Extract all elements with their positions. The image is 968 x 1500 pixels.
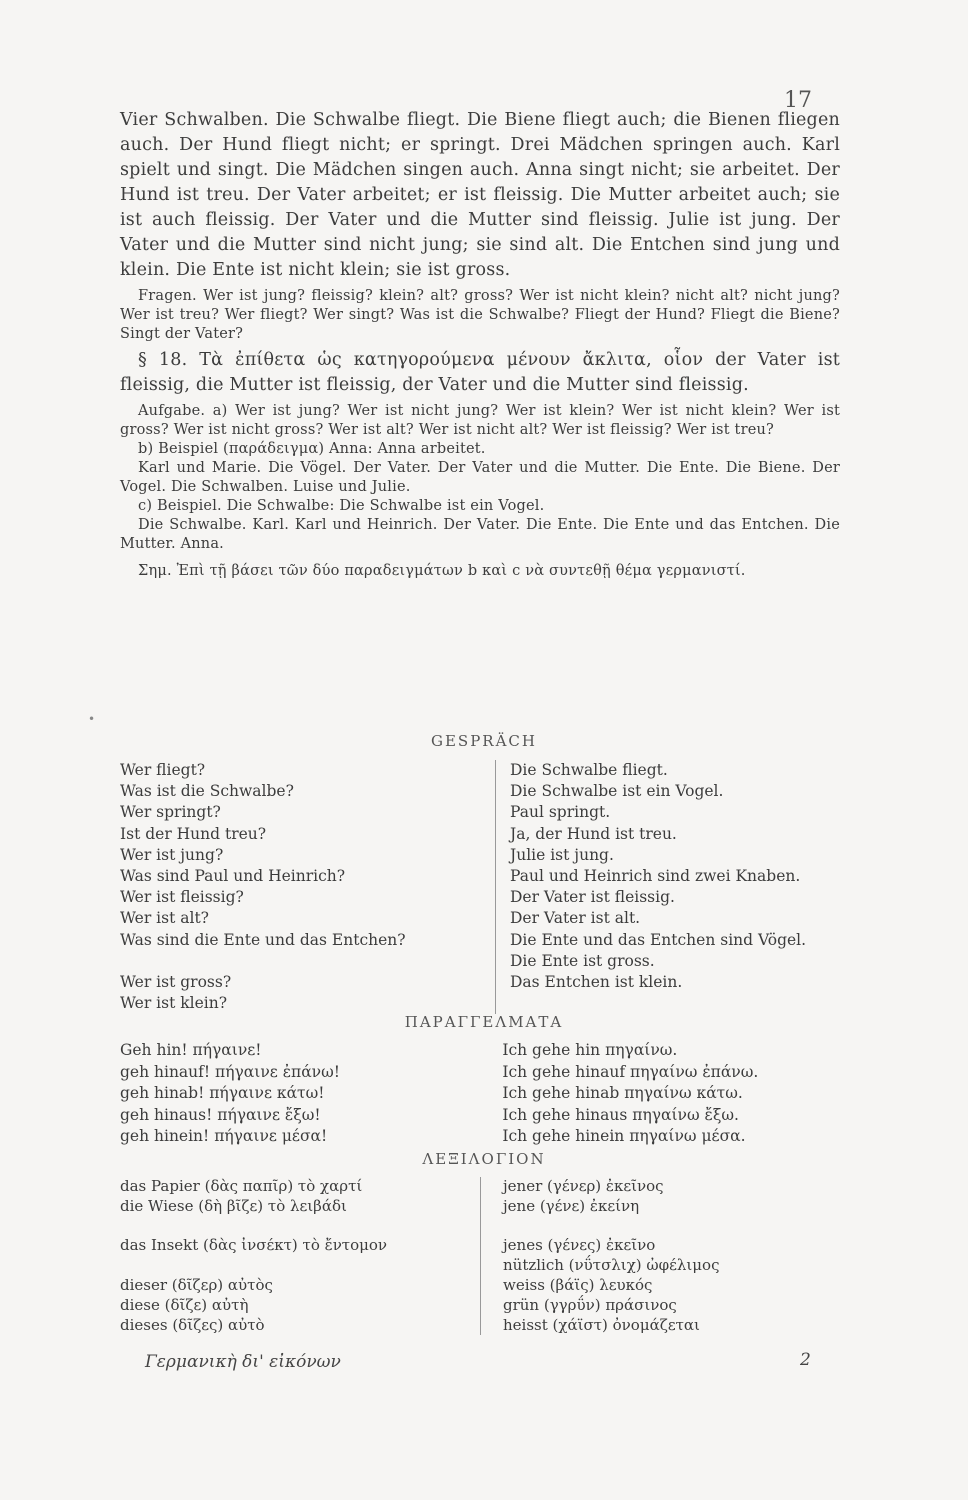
vocab-entry: heisst (χάϊστ) ὀνομάζεται [503, 1315, 700, 1334]
main-text [120, 108, 840, 581]
vocab-entry: die Wiese (δὴ βῖζε) τὸ λειβάδι [120, 1196, 347, 1215]
aufgabe-c-example: c) Beispiel. Die Schwalbe: Die Schwalbe ist ein Vogel. [138, 498, 545, 514]
question: Ist der Hund treu? [120, 824, 267, 843]
vocab-entry: dieser (δῖζερ) αὐτὸς [120, 1275, 273, 1294]
command: geh hinaus! πήγαινε ἔξω! [120, 1105, 321, 1124]
question: Wer ist fleissig? [120, 888, 244, 907]
question: Was sind die Ente und das Entchen? [120, 930, 406, 949]
answers-column [495, 760, 855, 1014]
command: Geh hin! πήγαινε! [120, 1041, 262, 1059]
question: Wer springt? [120, 803, 221, 822]
answer: Julie ist jung. [510, 845, 614, 864]
vocab-entry: jene (γένε) ἐκείνη [503, 1196, 640, 1215]
vocab-entry: diese (δῖζε) αὐτὴ [120, 1295, 249, 1314]
response: Ich gehe hinauf πηγαίνω ἐπάνω. [502, 1062, 759, 1081]
vocab-entry: jener (γένερ) ἐκεῖνος [503, 1177, 664, 1195]
answer: Ja, der Hund ist treu. [510, 824, 677, 843]
vocab-entry: weiss (βάϊς) λευκός [503, 1275, 653, 1294]
answer: Der Vater ist fleissig. [510, 888, 675, 907]
vocab-left-column [120, 1177, 480, 1335]
question [120, 951, 495, 972]
aufgabe-b-items: Karl und Marie. Die Vögel. Der Vater. Der Vater und die Mutter. Die Ente. Die Biene. Der Vogel. Die Schwalben. Luise und Julie. [120, 460, 840, 495]
vocab-entry: dieses (δῖζες) αὐτὸ [120, 1315, 265, 1334]
vocab-entry: grün (γγρΰν) πράσινος [503, 1295, 677, 1314]
command: geh hinab! πήγαινε κάτω! [120, 1084, 325, 1102]
question: Wer ist gross? [120, 973, 232, 992]
answer: Paul und Heinrich sind zwei Knaben. [510, 867, 801, 886]
question: Wer ist jung? [120, 845, 224, 864]
aufgabe-b-example: b) Beispiel (παράδειγμα) Anna: Anna arbeitet. [138, 441, 486, 457]
rule-paragraph: § 18. Τὰ ἐπίθετα ὡς κατηγορούμενα μένουν ἄκλιτα, οἷον der Vater ist fleissig, die Mutter ist fleissig, der Vater und die Mutter sind fleissig. [120, 350, 840, 395]
vocab-entry: das Papier (δὰς παπῖρ) τὸ χαρτί [120, 1177, 363, 1195]
answer: Die Schwalbe ist ein Vogel. [510, 782, 724, 801]
footer-book-title: Γερμανικὴ δι' εἰκόνων [145, 1352, 341, 1372]
response: Ich gehe hinab πηγαίνω κάτω. [502, 1084, 743, 1102]
command: geh hinauf! πήγαινε ἐπάνω! [120, 1062, 340, 1081]
aufgabe-a: Aufgabe. a) Wer ist jung? Wer ist nicht jung? Wer ist klein? Wer ist nicht klein? Wer ist gross? Wer ist nicht gross? Wer ist alt? Wer ist nicht alt? Wer ist fleissig? Wer ist treu? [120, 403, 840, 438]
responses-column [502, 1040, 840, 1148]
questions-column [120, 760, 495, 1014]
response: Ich gehe hinein πηγαίνω μέσα. [502, 1127, 746, 1145]
question: Was sind Paul und Heinrich? [120, 867, 346, 886]
question: Wer ist klein? [120, 994, 228, 1013]
lexilogion-table [120, 1177, 840, 1335]
reading-paragraph: Vier Schwalben. Die Schwalbe fliegt. Die Biene fliegt auch; die Bienen fliegen auch. Der Hund fliegt nicht; er springt. Drei Mädchen springen auch. Karl spielt und singt. Die Mädchen singen auch. Anna singt nicht; sie arbeitet. Der Hund ist treu. Der Vater arbeitet; er ist fleissig. Die Mutter arbeitet auch; sie ist auch fleissig. Der Vater und die Mutter sind fleissig. Julie ist jung. Der Vater und die Mutter sind nicht jung; sie sind alt. Die Entchen sind jung und klein. Die Ente ist nicht klein; sie ist gross. [120, 110, 840, 280]
answer: Paul springt. [510, 803, 611, 822]
question: Wer fliegt? [120, 761, 206, 779]
answer: Die Schwalbe fliegt. [510, 761, 668, 779]
note-paragraph: Σημ. Ἐπὶ τῇ βάσει τῶν δύο παραδειγμάτων b καὶ c νὰ συντεθῇ θέμα γερμανιστί. [138, 563, 746, 579]
gesprach-table [120, 760, 860, 1014]
lexilogion-title: ΛΕΞΙΛΟΓΙΟΝ [422, 1150, 546, 1168]
fragen-paragraph: Fragen. Wer ist jung? fleissig? klein? alt? gross? Wer ist nicht klein? nicht alt? nicht jung? Wer ist treu? Wer fliegt? Wer singt? Was ist die Schwalbe? Fliegt der Hund? Fliegt die Biene? Singt der Vater? [120, 288, 840, 342]
vocab-right-column [480, 1177, 840, 1335]
vocab-entry: nützlich (νΰτσλιχ) ὠφέλιμος [503, 1256, 720, 1275]
question: Was ist die Schwalbe? [120, 782, 294, 801]
vocab-entry: jenes (γένες) ἐκεῖνο [503, 1236, 656, 1255]
commands-column [120, 1040, 502, 1148]
aufgabe-c-items: Die Schwalbe. Karl. Karl und Heinrich. Der Vater. Die Ente. Die Ente und das Entchen. Die Mutter. Anna. [120, 517, 840, 552]
answer: Der Vater ist alt. [510, 909, 641, 928]
gesprach-title: GESPRÄCH [431, 732, 537, 750]
paraggelmata-title: ΠΑΡΑΓΓΕΛΜΑΤΑ [404, 1013, 564, 1031]
answer: Das Entchen ist klein. [510, 973, 683, 992]
margin-mark: • [88, 712, 96, 726]
answer: Die Ente und das Entchen sind Vögel. [510, 930, 807, 949]
page-number: 17 [784, 88, 812, 113]
response: Ich gehe hinaus πηγαίνω ἔξω. [502, 1105, 739, 1124]
vocab-entry: das Insekt (δὰς ἰνσέκτ) τὸ ἔντομον [120, 1236, 388, 1255]
response: Ich gehe hin πηγαίνω. [502, 1041, 678, 1059]
command: geh hinein! πήγαινε μέσα! [120, 1127, 328, 1145]
paraggelmata-table [120, 1040, 840, 1148]
footer-signature-mark: 2 [800, 1350, 811, 1370]
answer: Die Ente ist gross. [510, 951, 655, 970]
question: Wer ist alt? [120, 909, 209, 928]
